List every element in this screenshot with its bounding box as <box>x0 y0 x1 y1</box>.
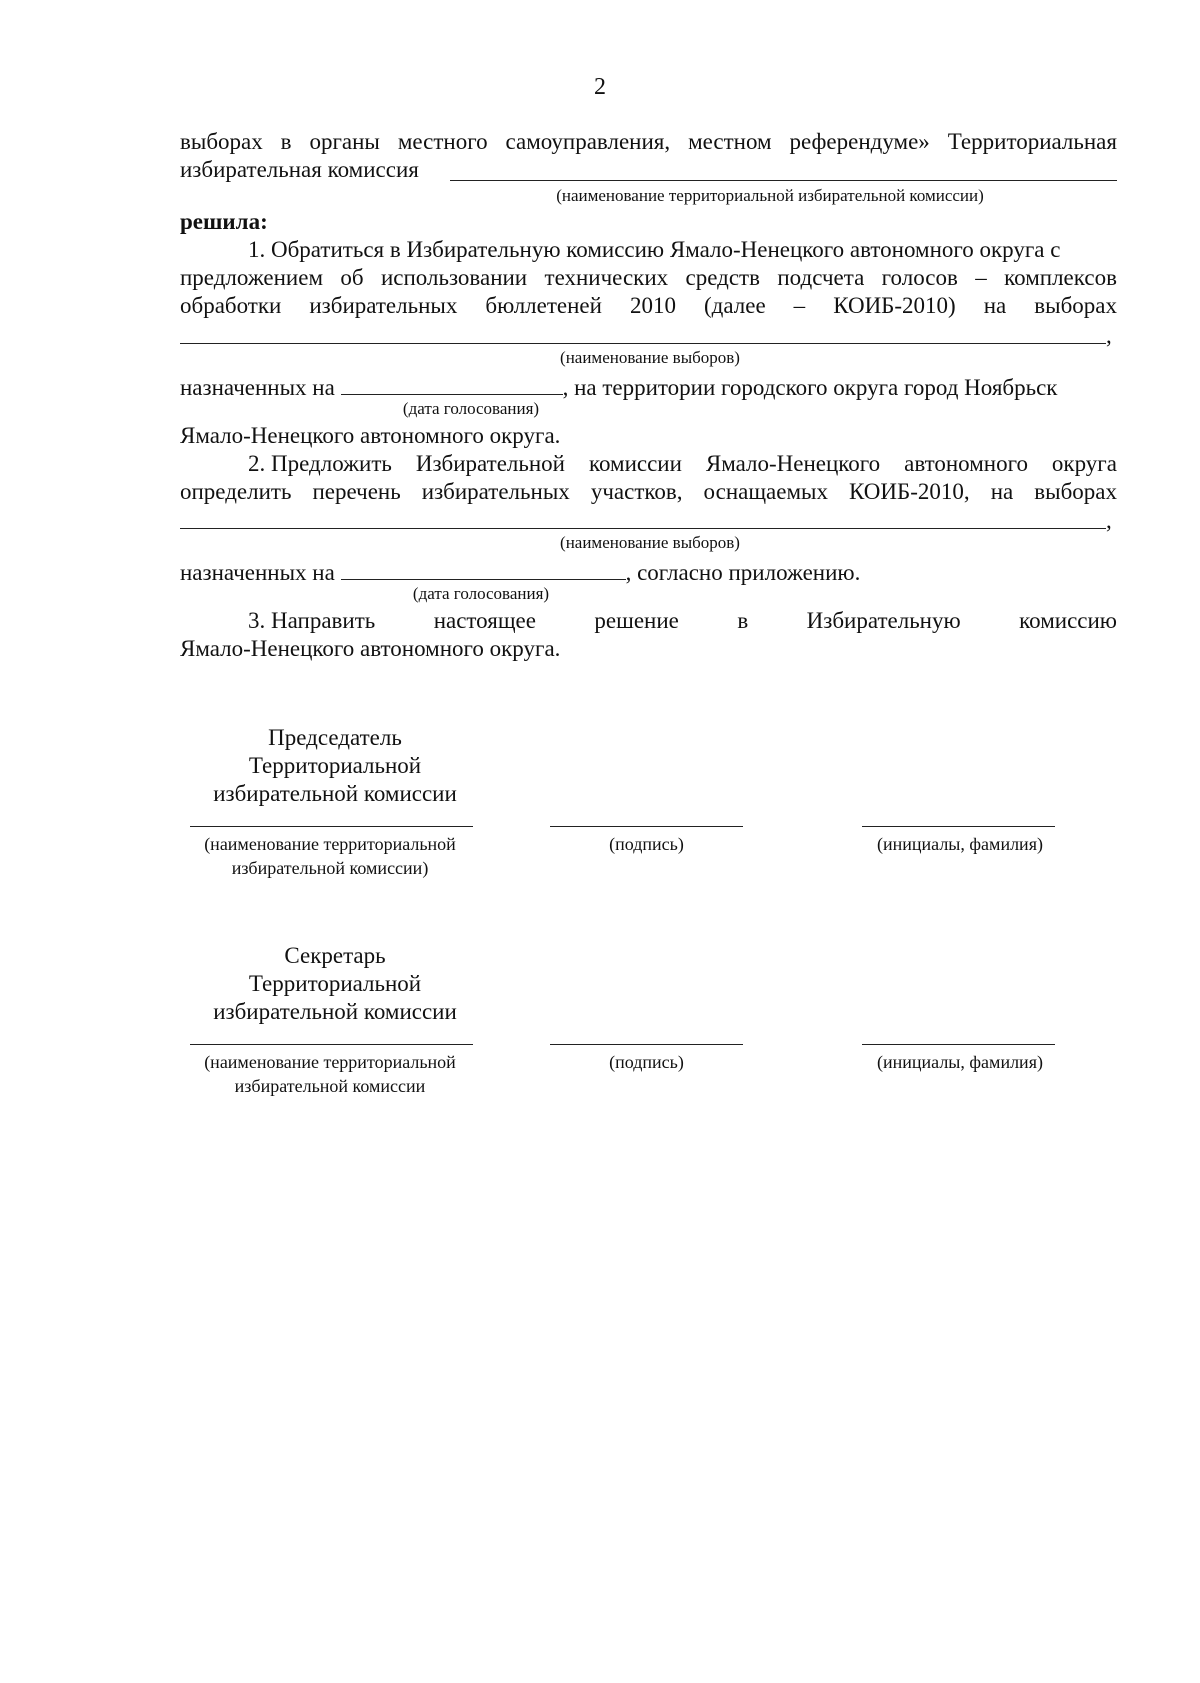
item1-line-3: обработки избирательных бюллетеней 2010 (далее – КОИБ-2010) на выборах <box>180 293 1117 318</box>
secretary-initials-caption: (инициалы, фамилия) <box>877 1052 1043 1072</box>
secretary-signature-line[interactable] <box>550 1044 743 1045</box>
chairman-title-3: избирательной комиссии <box>213 781 457 806</box>
intro-line-1: выборах в органы местного самоуправления, местном референдуме» Территориальная <box>180 129 1117 154</box>
secretary-signature-caption: (подпись) <box>609 1052 684 1072</box>
item1-elections-caption: (наименование выборов) <box>560 348 740 367</box>
chairman-name-line[interactable] <box>190 826 473 827</box>
chairman-title-2: Территориальной <box>248 753 422 778</box>
item2-assigned-line: назначенных на , согласно приложению. <box>180 557 1117 587</box>
item1-elections-blank[interactable] <box>180 343 1106 344</box>
commission-name-caption: (наименование территориальной избирательной комиссии) <box>556 186 984 205</box>
item3-line-2: Ямало-Ненецкого автономного округа. <box>180 636 561 661</box>
secretary-name-caption-2: избирательной комиссии <box>234 1076 426 1096</box>
item1-line-2: предложением об использовании технических средств подсчета голосов – комплексов <box>180 265 1117 290</box>
chairman-name-caption-2: избирательной комиссии) <box>231 858 429 878</box>
item1-assigned-line: назначенных на , на территории городского округа город Ноябрьск <box>180 372 1117 402</box>
item1-trailing-comma: , <box>1106 323 1112 348</box>
page-number: 2 <box>594 74 606 100</box>
item1-date-blank[interactable] <box>341 372 563 395</box>
secretary-initials-line[interactable] <box>862 1044 1055 1045</box>
item2-line-1: 2. Предложить Избирательной комиссии Ямало-Ненецкого автономного округа <box>248 451 1117 476</box>
item2-date-blank[interactable] <box>341 557 626 580</box>
item2-line-2: определить перечень избирательных участков, оснащаемых КОИБ-2010, на выборах <box>180 479 1117 504</box>
item3-line-1: 3. Направить настоящее решение в Избирательную комиссию <box>248 608 1117 633</box>
chairman-title-1: Председатель <box>268 725 402 750</box>
chairman-name-caption-1: (наименование территориальной <box>204 834 456 854</box>
chairman-initials-line[interactable] <box>862 826 1055 827</box>
intro-line-2: избирательная комиссия <box>180 157 419 182</box>
item1-end-line: Ямало-Ненецкого автономного округа. <box>180 423 561 448</box>
commission-name-blank[interactable] <box>450 180 1117 181</box>
item2-elections-blank[interactable] <box>180 528 1106 529</box>
item2-date-caption: (дата голосования) <box>412 584 550 603</box>
item1-date-caption: (дата голосования) <box>402 399 540 418</box>
secretary-title-2: Территориальной <box>248 971 422 996</box>
chairman-signature-line[interactable] <box>550 826 743 827</box>
chairman-initials-caption: (инициалы, фамилия) <box>877 834 1043 854</box>
chairman-signature-caption: (подпись) <box>609 834 684 854</box>
decided-heading: решила: <box>180 209 268 234</box>
item1-line-1: 1. Обратиться в Избирательную комиссию Ямало-Ненецкого автономного округа с <box>248 237 1061 262</box>
secretary-title-1: Секретарь <box>284 943 386 968</box>
secretary-name-line[interactable] <box>190 1044 473 1045</box>
item2-elections-caption: (наименование выборов) <box>560 533 740 552</box>
item2-trailing-comma: , <box>1106 508 1112 533</box>
secretary-name-caption-1: (наименование территориальной <box>204 1052 456 1072</box>
secretary-title-3: избирательной комиссии <box>213 999 457 1024</box>
